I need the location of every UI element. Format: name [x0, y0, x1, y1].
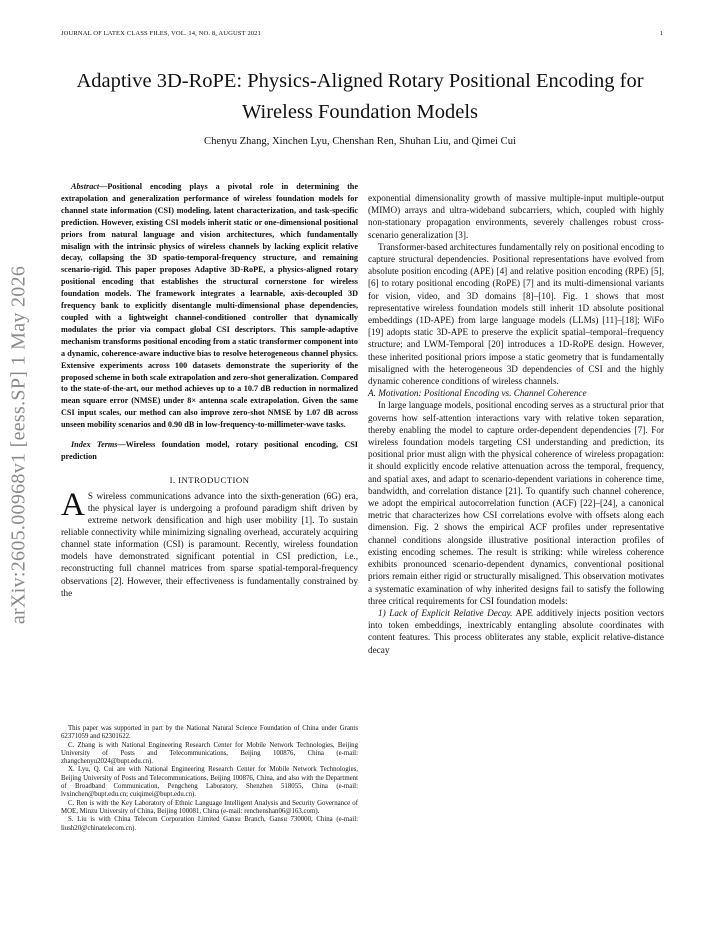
body-paragraph	[368, 607, 664, 656]
body-paragraph: In large language models, positional encoding serves as a structural prior that governs how self-attention interactions vary with relative token separation, thereby enabling the model to capture order-dependent dependencies [7]. For wireless foundation models targeting CSI understanding and prediction, its positional prior must align with the physical coherence of wireless propagation: it should explicitly encode relative attenuation across the temporal, frequency, and spatial axes, and adapt to scenario-dependent variations in coherence time, bandwidth, and correlation distance [21]. To quantify such channel coherence, we adopt the empirical autocorrelation function (ACF) [22]–[24], a canonical metric that characterizes how CSI correlations evolve with offsets along each dimension. Fig. 2 shows the empirical ACF profiles under representative channel conditions alongside illustrative positional interaction profiles of existing encoding schemes. The result is striking: while wireless coherence exhibits pronounced scenario-dependent dynamics, conventional positional priors remain either rigid or structurally misaligned. This observation motivates a systematic examination of why inherited designs fail to satisfy the following three critical requirements for CSI foundation models:	[368, 400, 664, 606]
section-title-introduction: I. INTRODUCTION	[169, 474, 250, 485]
author-list: Chenyu Zhang, Xinchen Lyu, Chenshan Ren, Shuhan Liu, and Qimei Cui	[204, 136, 516, 147]
paper-title: Adaptive 3D-RoPE: Physics-Aligned Rotary Positional Encoding for Wireless Foundation Models	[76, 70, 644, 123]
paragraph-lead: 1) Lack of Explicit Relative Decay.	[378, 607, 513, 618]
footnotes	[61, 725, 358, 833]
intro-paragraph	[61, 486, 358, 599]
intro-text: S wireless communications advance into the sixth-generation (6G) era, the physical layer is undergoing a profound paradigm shift driven by extreme network densification and high user mobility [1]. To sustain reliable connectivity while minimizing signaling overhead, accurately acquiring channel state information (CSI) is paramount. Recently, wireless foundation models have demonstrated significant potential in CSI prediction, i.e., reconstructing full channel matrices from sparse spatial-temporal-frequency observations [2]. However, their effectiveness is fundamentally constrained by the	[61, 490, 358, 598]
abstract	[61, 181, 358, 431]
subsection-title-motivation: A. Motivation: Positional Encoding vs. Channel Coherence	[368, 388, 587, 399]
footnote-affiliation: C. Ren is with the Key Laboratory of Ethnic Language Intelligent Analysis and Security Governance of MOE, Minzu University of China, Beijing 100081, China (e-mail: renchenshan06@163.com).	[61, 799, 358, 815]
abstract-lead: Abstract	[71, 182, 100, 191]
index-terms-lead: Index Terms	[71, 440, 118, 450]
page-number: 1	[659, 30, 663, 37]
body-paragraph: Transformer-based architectures fundamentally rely on positional encoding to capture structural dependencies. Positional representations have evolved from absolute position encoding (APE) [4] and relative position encoding (RPE) [5], [6] to rotary positional encoding (RoPE) [7] and its multi-dimensional variants for vision, video, and 3D domains [8]–[10]. Fig. 1 shows that most representative wireless foundation models still inherit 1D absolute positional embeddings (1D-APE) from large language models (LLMs) [11]–[18]; WiFo [19] adopts static 3D-APE to preserve the explicit spatial–temporal–frequency structure; and LWM-Temporal [20] introduces a 1D-RoPE design. However, these inherited positional priors impose a static geometry that is fundamentally misaligned with the heterogeneous 3D dependencies of CSI and the highly dynamic coherence conditions of wireless channels.	[368, 241, 664, 387]
dropcap: A	[61, 486, 85, 523]
right-column	[368, 192, 664, 656]
paragraph-text: APE additively injects position vectors into token embeddings, inextricably entangling absolute coordinates with content features. This process obliterates any stable, explicit relative-distance decay	[368, 607, 664, 655]
journal-header: JOURNAL OF LATEX CLASS FILES, VOL. 14, NO. 8, AUGUST 2021	[61, 30, 261, 37]
footnote-funding: This paper was supported in part by the National Natural Science Foundation of China under Grants 62371059 and 62301622.	[61, 725, 358, 741]
arxiv-stamp[interactable]: arXiv:2605.00968v1 [eess.SP] 1 May 2026	[7, 265, 30, 625]
footnote-affiliation: S. Liu is with China Telecom Corporation Limited Gansu Branch, Gansu 730000, China (e-mail: liush20@chinatelecom.cn).	[61, 816, 358, 832]
footnote-affiliation: C. Zhang is with National Engineering Research Center for Mobile Network Technologies, Beijing University of Posts and Telecommunications, Beijing 100876, China (e-mail: zhangchenyu2024@bupt.edu.cn).	[61, 741, 358, 766]
abstract-text: —Positional encoding plays a pivotal role in determining the extrapolation and generalization performance of wireless foundation models for channel state information (CSI) modeling, latent characterization, and task-specific prediction. However, existing CSI models inherit static or one-dimensional positional priors from natural language and vision architectures, which fundamentally misalign with the intrinsic physics of wireless channels by lacking explicit relative decay, collapsing the 3D spatio-temporal-frequency structure, and remaining scenario-rigid. This paper proposes Adaptive 3D-RoPE, a physics-aligned rotary positional encoding that establishes the structural cornerstone for wireless foundation models. The framework integrates a learnable, axis-decoupled 3D frequency bank to explicitly disentangle multi-dimensional phase dependencies, coupled with a lightweight channel-conditioned controller that dynamically modulates the prior via compact global CSI descriptors. This sample-adaptive mechanism transforms positional encoding from a static transformer component into a dynamic, coherence-aware inductive bias to resolve heterogeneous channel physics. Extensive experiments across 100 datasets demonstrate the superiority of the proposed scheme in both scale extrapolation and zero-shot generalization. Compared to the state-of-the-art, our method achieves up to a 10.7 dB reduction in normalized mean square error (NMSE) under 8× antenna scale extrapolation. Given the same CSI input scales, our method can also improve zero-shot NMSE by 1.07 dB across unseen mobility scenarios and 0.90 dB in low-frequency-to-millimeter-wave tasks.	[61, 182, 358, 430]
footnote-affiliation: X. Lyu, Q. Cui are with National Engineering Research Center for Mobile Network Technologies, Beijing University of Posts and Telecommunications, Beijing 100876, China, and also with the Department of Broadband Communication, Pengcheng Laboratory, Shenzhen 518055, China (e-mail: lvxinchen@bupt.edu.cn; cuiqimei@bupt.edu.cn).	[61, 766, 358, 799]
index-terms	[61, 439, 358, 463]
left-column	[61, 181, 358, 599]
index-terms-text: —Wireless foundation model, rotary positional encoding, CSI prediction	[61, 440, 358, 461]
body-paragraph: exponential dimensionality growth of massive multiple-input multiple-output (MIMO) arrays and ultra-wideband subcarriers, which, coupled with highly non-stationary propagation environments, severely challenges robust cross-scenario generalization [3].	[368, 193, 664, 240]
